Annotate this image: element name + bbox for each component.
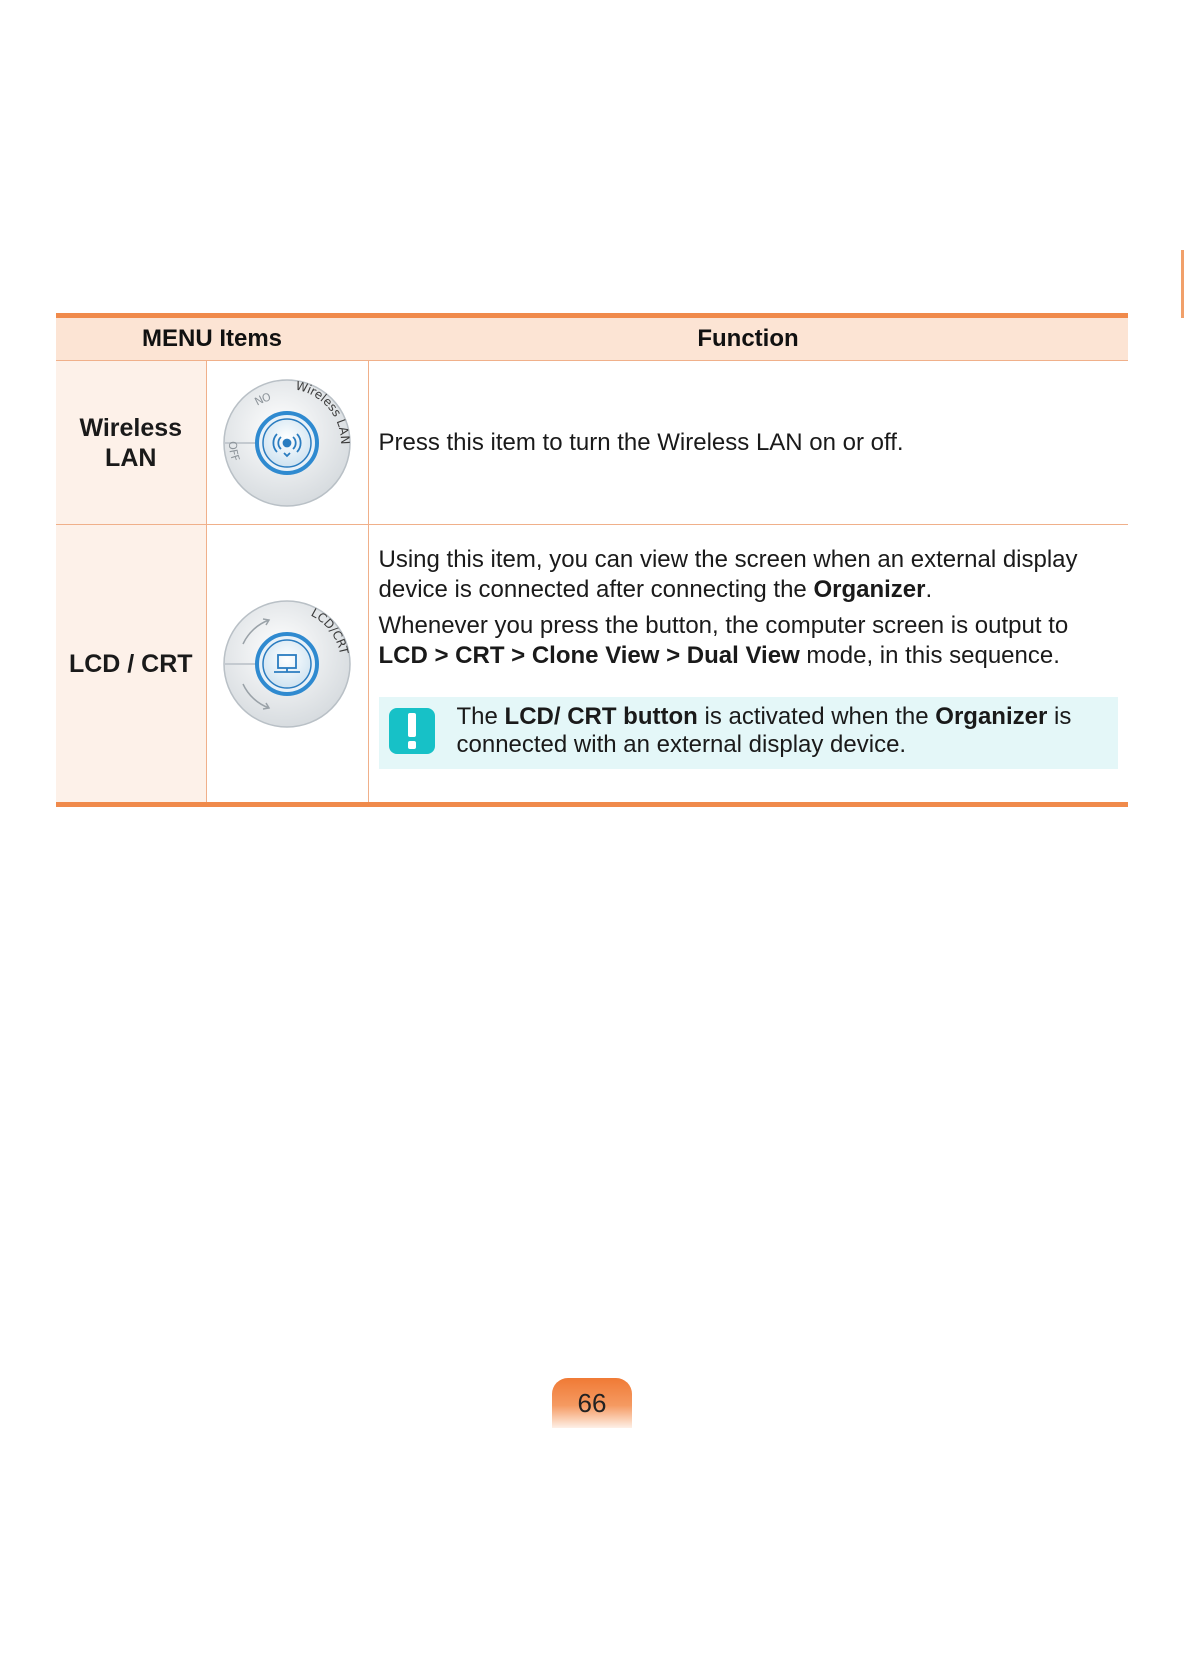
- header-menu-items: MENU Items: [56, 316, 368, 361]
- wireless-lan-button[interactable]: [221, 377, 353, 509]
- table-row: [56, 525, 1128, 805]
- lcd-crt-button[interactable]: [221, 598, 353, 730]
- dial-ring-label: LCD/CRT: [308, 605, 352, 656]
- function-paragraph-1: Using this item, you can view the screen when an external display device is connected after connecting the Organizer.: [378, 545, 1078, 603]
- page-number: 66: [552, 1378, 632, 1428]
- item-icon-cell: [206, 361, 368, 525]
- dial-on-label: ON: [252, 388, 273, 408]
- note-box: [379, 697, 1119, 769]
- item-icon-cell: [206, 525, 368, 805]
- item-name-wireless-lan: Wireless LAN: [56, 361, 206, 525]
- item-function-wireless-lan: Press this item to turn the Wireless LAN on or off.: [368, 361, 1128, 525]
- header-function: Function: [368, 316, 1128, 361]
- exclamation-icon: [389, 708, 435, 754]
- item-function-lcd-crt: [368, 525, 1128, 805]
- dial-ring-label: Wireless LAN: [294, 378, 353, 445]
- dial-off-label: OFF: [225, 440, 243, 463]
- note-text: The LCD/ CRT button is activated when the Organizer is connected with an external display device.: [456, 702, 1072, 758]
- table-row: [56, 361, 1128, 525]
- table-header-row: [56, 316, 1128, 361]
- function-paragraph-2: Whenever you press the button, the computer screen is output to LCD > CRT > Clone View > Dual View mode, in this sequence.: [378, 611, 1069, 669]
- item-name-lcd-crt: LCD / CRT: [56, 525, 206, 805]
- menu-items-table: [56, 313, 1128, 807]
